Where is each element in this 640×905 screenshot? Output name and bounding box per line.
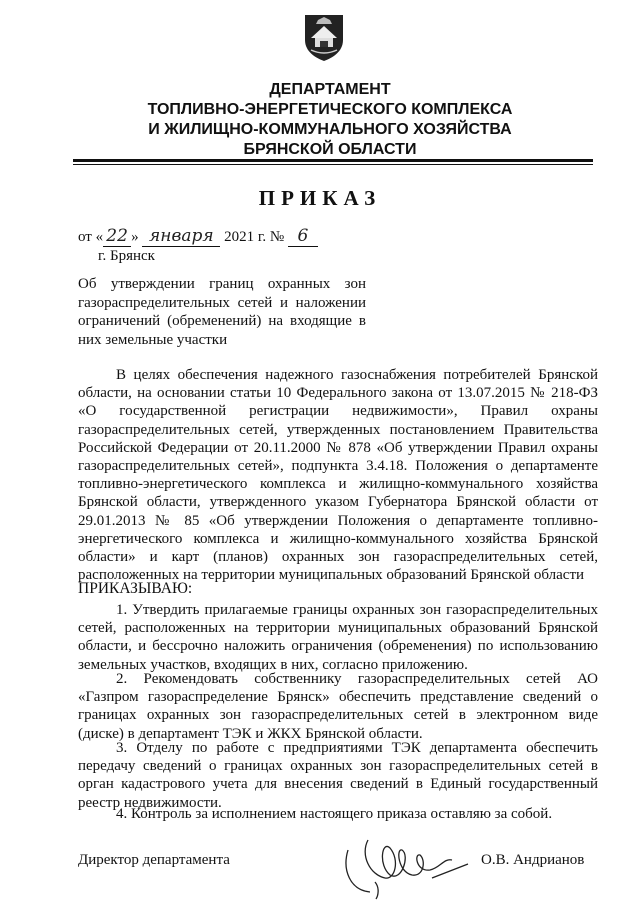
document-title: ПРИКАЗ xyxy=(258,186,382,210)
handwritten-signature xyxy=(340,820,480,900)
date-number-line xyxy=(78,226,318,247)
subject-line-3: ограничений (обременений) на входящие в xyxy=(78,313,366,329)
city: г. Брянск xyxy=(98,248,155,264)
department-header xyxy=(80,80,580,160)
order-item-1: 1. Утвердить прилагаемые границы охранных зон газораспределительных сетей, расположенных на территории муниципальных образований Брянской области, и бессрочно наложить ограничения (обременения) по использованию земельных участков, входящих в них, согласно приложению. xyxy=(78,602,598,673)
subject-line-1: Об утверждении границ охранных зон xyxy=(78,276,366,292)
order-item-4: 4. Контроль за исполнением настоящего приказа оставляю за собой. xyxy=(116,806,553,822)
subject-line-4: них земельные участки xyxy=(78,331,228,348)
date-year: 2021 г. xyxy=(224,229,267,245)
signer-name: О.В. Андрианов xyxy=(481,852,585,868)
header-divider-thick xyxy=(73,159,593,162)
header-line-3: И ЖИЛИЩНО-КОММУНАЛЬНОГО ХОЗЯЙСТВА xyxy=(148,121,512,138)
header-line-2: ТОПЛИВНО-ЭНЕРГЕТИЧЕСКОГО КОМПЛЕКСА xyxy=(147,101,513,118)
order-word: ПРИКАЗЫВАЮ: xyxy=(78,580,193,597)
preamble-paragraph: В целях обеспечения надежного газоснабжения потребителей Брянской области, на основании статьи 10 Федерального закона от 13.07.2015 № 218-ФЗ «О государственной регистрации недвижимости», Правил охраны газораспределительных сетей, утвержденных постановлением Правительства Российской Федерации от 20.11.2000 № 878 «Об утверждении Правил охраны газораспределительных сетей», подпункта 3.4.18. Положения о департаменте топливно-энергетического комплекса и жилищно-коммунального хозяйства Брянской области, утвержденного указом Губернатора Брянской области от 29.01.2013 № 85 «Об утверждении Положения о департаменте топливно-энергетического комплекса и жилищно-коммунального хозяйства Брянской области» и карт (планов) охранных зон газораспределительных сетей, расположенных на территории муниципальных образований Брянской области xyxy=(78,367,598,584)
number-label: № xyxy=(269,229,285,245)
date-day: 22 xyxy=(103,226,131,247)
date-prefix: от « xyxy=(78,229,104,245)
order-item-3: 3. Отделу по работе с предприятиями ТЭК департамента обеспечить передачу сведений о границах охранных зон газораспределительных сетей в орган кадастрового учета для внесения сведений в Единый государственный реестр недвижимости. xyxy=(78,740,598,811)
date-month: января xyxy=(142,226,220,247)
header-divider-thin xyxy=(73,164,593,165)
signer-position: Директор департамента xyxy=(78,852,230,868)
bryansk-coat-of-arms-emblem xyxy=(302,12,346,62)
order-item-2: 2. Рекомендовать собственнику газораспределительных сетей АО «Газпром газораспределение Брянск» обеспечить представление сведений о границах охранных зон газораспределительных сетей в электронном виде (диске) в департамент ТЭК и ЖКХ Брянской области. xyxy=(78,671,598,742)
order-subject xyxy=(78,275,366,349)
date-mid: » xyxy=(131,229,139,245)
header-line-1: ДЕПАРТАМЕНТ xyxy=(269,81,391,98)
header-line-4: БРЯНСКОЙ ОБЛАСТИ xyxy=(243,141,417,158)
subject-line-2: газораспределительных сетей и наложении xyxy=(78,294,366,311)
order-number: 6 xyxy=(288,226,318,247)
